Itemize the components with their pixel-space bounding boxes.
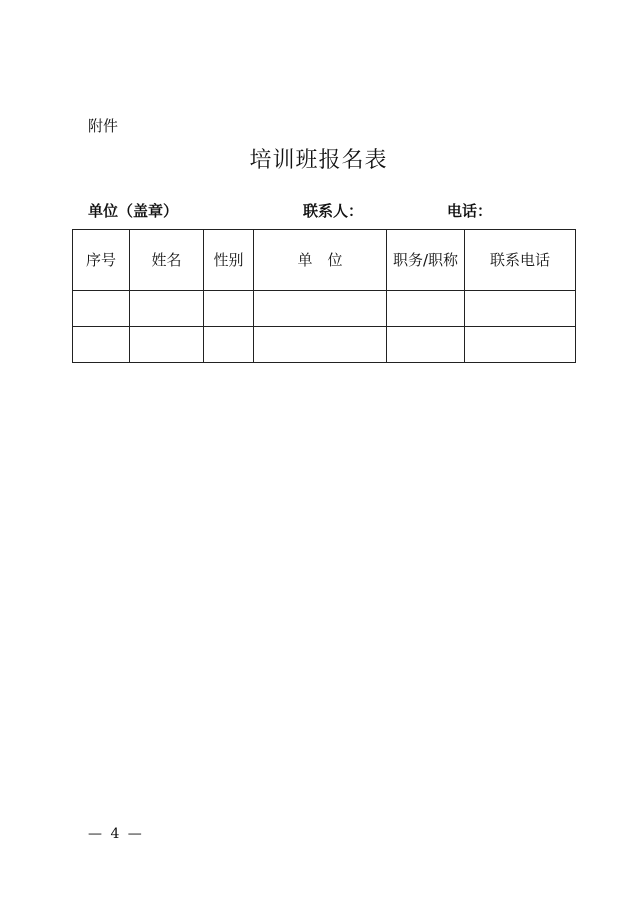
- table-cell: [254, 327, 387, 363]
- header-position: 职务/职称: [387, 230, 465, 291]
- header-unit: 单 位: [254, 230, 387, 291]
- header-serial: 序号: [73, 230, 130, 291]
- table-cell: [130, 291, 204, 327]
- unit-label: 单位（盖章）: [88, 202, 179, 220]
- table-cell: [73, 327, 130, 363]
- phone-label: 电话：: [447, 202, 493, 220]
- table-header-row: [73, 230, 576, 291]
- table-cell: [130, 327, 204, 363]
- table-cell: [73, 291, 130, 327]
- table-cell: [254, 291, 387, 327]
- table-cell: [465, 291, 576, 327]
- header-gender: 性别: [204, 230, 254, 291]
- table-cell: [465, 327, 576, 363]
- form-title: 培训班报名表: [249, 148, 388, 173]
- table-row: [73, 327, 576, 363]
- registration-table: [72, 229, 576, 363]
- table-cell: [204, 291, 254, 327]
- table-cell: [204, 327, 254, 363]
- table-cell: [387, 327, 465, 363]
- table-cell: [387, 291, 465, 327]
- page-number: — 4 —: [88, 826, 144, 842]
- contact-label: 联系人：: [303, 202, 364, 220]
- table-row: [73, 291, 576, 327]
- header-name: 姓名: [130, 230, 204, 291]
- header-phone: 联系电话: [465, 230, 576, 291]
- attachment-label: 附件: [88, 117, 119, 135]
